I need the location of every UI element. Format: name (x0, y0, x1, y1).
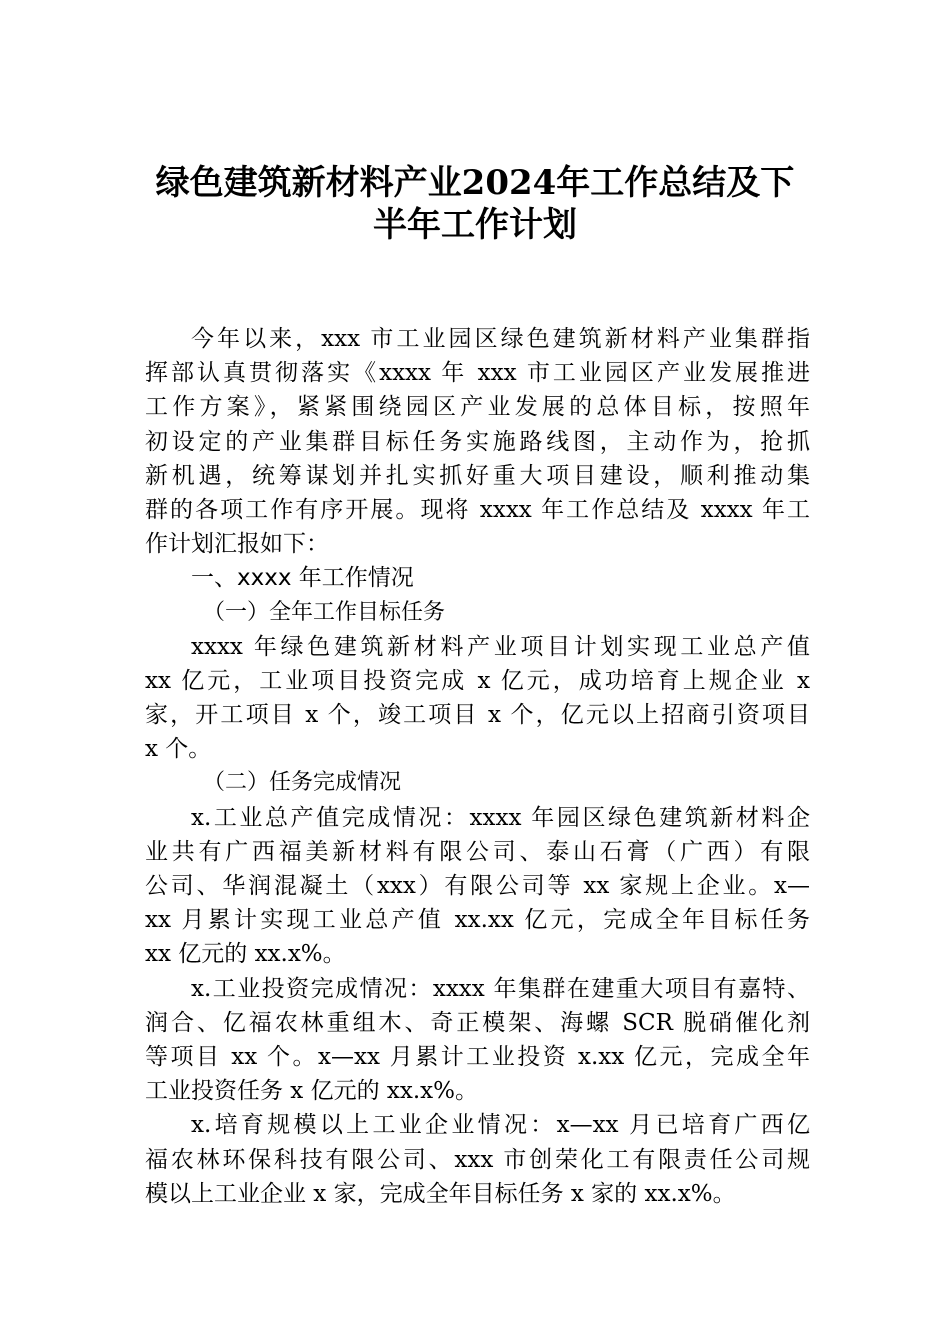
enterprise-paragraph (145, 1108, 810, 1211)
paragraph-line: x 个。 (145, 736, 212, 763)
document-body (145, 322, 810, 1211)
paragraph-line: 新机遇，统筹谋划并扎实抓好重大项目建设，顺利推动集 (145, 462, 810, 489)
paragraph-line: 公司、华润混凝土（xxx）有限公司等 xx 家规上企业。x— (145, 873, 810, 899)
paragraph-line: x.工业投资完成情况：xxxx 年集群在建重大项目有嘉特、 (191, 975, 810, 1002)
paragraph-line: 工作方案》，紧紧围绕园区产业发展的总体目标，按照年 (145, 394, 810, 421)
paragraph-line: 模以上工业企业 x 家，完成全年目标任务 x 家的 xx.x%。 (145, 1180, 736, 1207)
document-title-line-2: 半年工作计划 (373, 205, 577, 245)
intro-paragraph (145, 322, 810, 561)
paragraph-line: x.工业总产值完成情况：xxxx 年园区绿色建筑新材料企 (191, 804, 810, 831)
paragraph-line: 工业投资任务 x 亿元的 xx.x%。 (145, 1078, 478, 1105)
paragraph-line: x.培育规模以上工业企业情况：x—xx 月已培育广西亿 (191, 1112, 810, 1139)
subsection-heading-2: （二）任务完成情况 (203, 770, 402, 796)
targets-paragraph (145, 630, 810, 767)
document-title-line-1: 绿色建筑新材料产业2024年工作总结及下 (155, 163, 795, 203)
paragraph-line: 润合、亿福农林重组木、奇正模架、海螺 SCR 脱硝催化剂 (145, 1009, 810, 1036)
paragraph-line: xxxx 年绿色建筑新材料产业项目计划实现工业总产值 (191, 633, 810, 660)
paragraph-line: 初设定的产业集群目标任务实施路线图，主动作为，抢抓 (145, 428, 810, 455)
paragraph-line: 业共有广西福美新材料有限公司、泰山石膏（广西）有限 (145, 838, 810, 865)
paragraph-line: 家，开工项目 x 个，竣工项目 x 个，亿元以上招商引资项目 (145, 702, 810, 729)
paragraph-line: 挥部认真贯彻落实《xxxx 年 xxx 市工业园区产业发展推进 (145, 360, 810, 387)
paragraph-line: xx 亿元的 xx.x%。 (145, 941, 346, 968)
section-heading-1: 一、xxxx 年工作情况 (191, 565, 414, 592)
paragraph-line: xx 月累计实现工业总产值 xx.xx 亿元，完成全年目标任务 (145, 907, 810, 934)
paragraph-line: xx 亿元，工业项目投资完成 x 亿元，成功培育上规企业 x (145, 667, 810, 694)
paragraph-line: 作计划汇报如下： (145, 531, 329, 558)
output-value-paragraph (145, 801, 810, 972)
investment-paragraph (145, 972, 810, 1109)
paragraph-line: 今年以来，xxx 市工业园区绿色建筑新材料产业集群指 (191, 326, 810, 352)
paragraph-line: 等项目 xx 个。x—xx 月累计工业投资 x.xx 亿元，完成全年 (145, 1043, 810, 1070)
paragraph-line: 群的各项工作有序开展。现将 xxxx 年工作总结及 xxxx 年工 (145, 496, 810, 523)
paragraph-line: 福农林环保科技有限公司、xxx 市创荣化工有限责任公司规 (145, 1146, 810, 1173)
subsection-heading-1: （一）全年工作目标任务 (203, 599, 446, 625)
